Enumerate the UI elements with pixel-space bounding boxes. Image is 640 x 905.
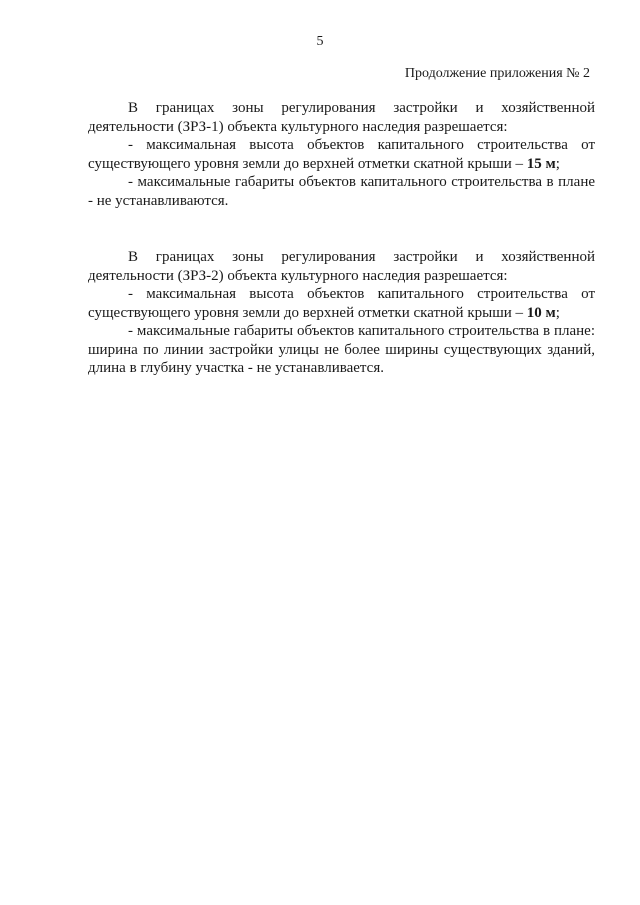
zrz-2-max-dimensions-item: - максимальные габариты объектов капитального строительства в плане: ширина по линии застройки улицы не более ширины существующих зданий, длина в глубину участка - не устанавливается. xyxy=(88,323,595,376)
zrz-1-section xyxy=(88,99,595,210)
zrz-1-max-height-value: 15 м xyxy=(526,155,556,172)
document-body xyxy=(88,99,595,378)
zrz-2-max-height-text: - максимальная высота объектов капитального строительства от существующего уровня земли до верхней отметки скатной крыши – xyxy=(88,286,595,321)
page-number: 5 xyxy=(316,34,324,49)
zrz-1-max-dimensions-item: - максимальные габариты объектов капитального строительства в плане - не устанавливаются. xyxy=(88,174,595,209)
appendix-continuation-note: Продолжение приложения № 2 xyxy=(404,66,590,81)
zrz-2-intro: В границах зоны регулирования застройки и хозяйственной деятельности (ЗРЗ-2) объекта культурного наследия разрешается: xyxy=(88,249,595,284)
zrz-1-intro: В границах зоны регулирования застройки и хозяйственной деятельности (ЗРЗ-1) объекта культурного наследия разрешается: xyxy=(88,100,595,135)
zrz-2-max-height-value: 10 м xyxy=(526,304,556,321)
zrz-2-section xyxy=(88,248,595,378)
zrz-2-max-height-item xyxy=(88,285,595,322)
zrz-1-max-height-text: - максимальная высота объектов капитального строительства от существующего уровня земли до верхней отметки скатной крыши – xyxy=(88,137,595,172)
zrz-1-max-height-item xyxy=(88,136,595,173)
zrz-1-max-height-suffix: ; xyxy=(555,155,560,172)
zrz-2-max-height-suffix: ; xyxy=(555,304,560,321)
